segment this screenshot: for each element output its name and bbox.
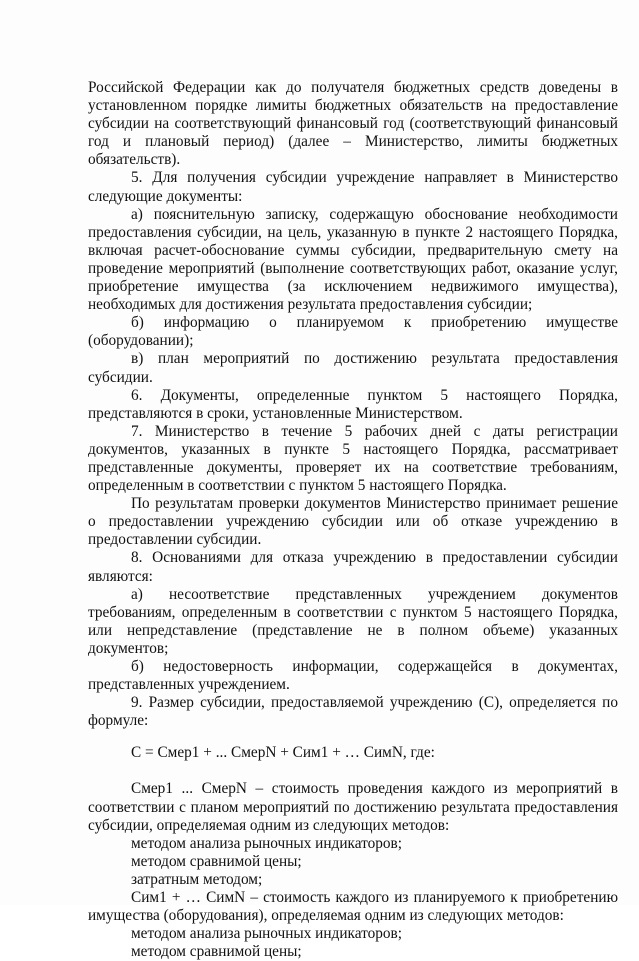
method-market-indicators: методом анализа рыночных индикаторов; [131,925,403,943]
clause-9: 9. Размер субсидии, предоставляемой учреждению (С), определяется по формуле: [88,694,618,730]
clause-5a: а) пояснительную записку, содержащую обоснование необходимости предоставления субсидии, на цель, указанную в пункте 2 настоящего Порядка, включая расчет-обоснование суммы субсидии, предварительную смету на проведение мероприятий (выполнение соответствующих работ, оказание услуг, приобретение имущества (за исключением недвижимого имущества), необходимых для достижения результата предоставления субсидии; [88,205,618,314]
method-market-indicators: методом анализа рыночных индикаторов; [131,834,403,852]
method-comparable-price: методом сравнимой цены; [131,943,302,961]
spacer [88,762,618,780]
clause-7: 7. Министерство в течение 5 рабочих дней с даты регистрации документов, указанных в пункте 5 настоящего Порядка, рассматривает представленные документы, проверяет их на соответствие требованиям, определенным в соответствии с пунктом 5 настоящего Порядка. [88,422,618,495]
clause-5b: б) информацию о планируемом к приобретению имуществе (оборудовании); [88,314,618,350]
clause-6: 6. Документы, определенные пунктом 5 настоящего Порядка, представляются в сроки, установленные Министерством. [88,386,618,422]
clause-5v: в) план мероприятий по достижению результата предоставления субсидии. [88,350,618,386]
subsidy-formula: С = Смер1 + ... СмерN + Сим1 + … СимN, где: [131,744,435,762]
method-cost: затратным методом; [131,870,263,888]
clause-8: 8. Основаниями для отказа учреждению в предоставлении субсидии являются: [88,549,618,585]
clause-5: 5. Для получения субсидии учреждение направляет в Министерство следующие документы: [88,169,618,205]
clause-8b: б) недостоверность информации, содержащейся в документах, представленных учреждением. [88,658,618,694]
document-body [88,79,618,961]
clause-8a: а) несоответствие представленных учреждением документов требованиям, определенным в соответствии с пунктом 5 настоящего Порядка, или непредставление (представление не в полном объеме) указанных документов; [88,585,618,657]
intro-paragraph: Российской Федерации как до получателя бюджетных средств доведены в установленном порядке лимиты бюджетных обязательств на предоставление субсидии на соответствующий финансовый год (соответствующий финансовый год и плановый период) (далее – Министерство, лимиты бюджетных обязательств). [88,79,618,169]
definition-sim: Сим1 + … СимN – стоимость каждого из планируемого к приобретению имущества (оборудования), определяемая одним из следующих методов: [88,889,618,925]
clause-7-decision: По результатам проверки документов Министерство принимает решение о предоставлении учреждению субсидии или об отказе учреждению в предоставлении субсидии. [88,495,618,549]
definition-smer: Смер1 ... СмерN – стоимость проведения каждого из мероприятий в соответствии с планом мероприятий по достижению результата предоставления субсидии, определяемая одним из следующих методов: [88,780,618,834]
spacer [88,730,618,744]
method-comparable-price: методом сравнимой цены; [131,852,302,870]
